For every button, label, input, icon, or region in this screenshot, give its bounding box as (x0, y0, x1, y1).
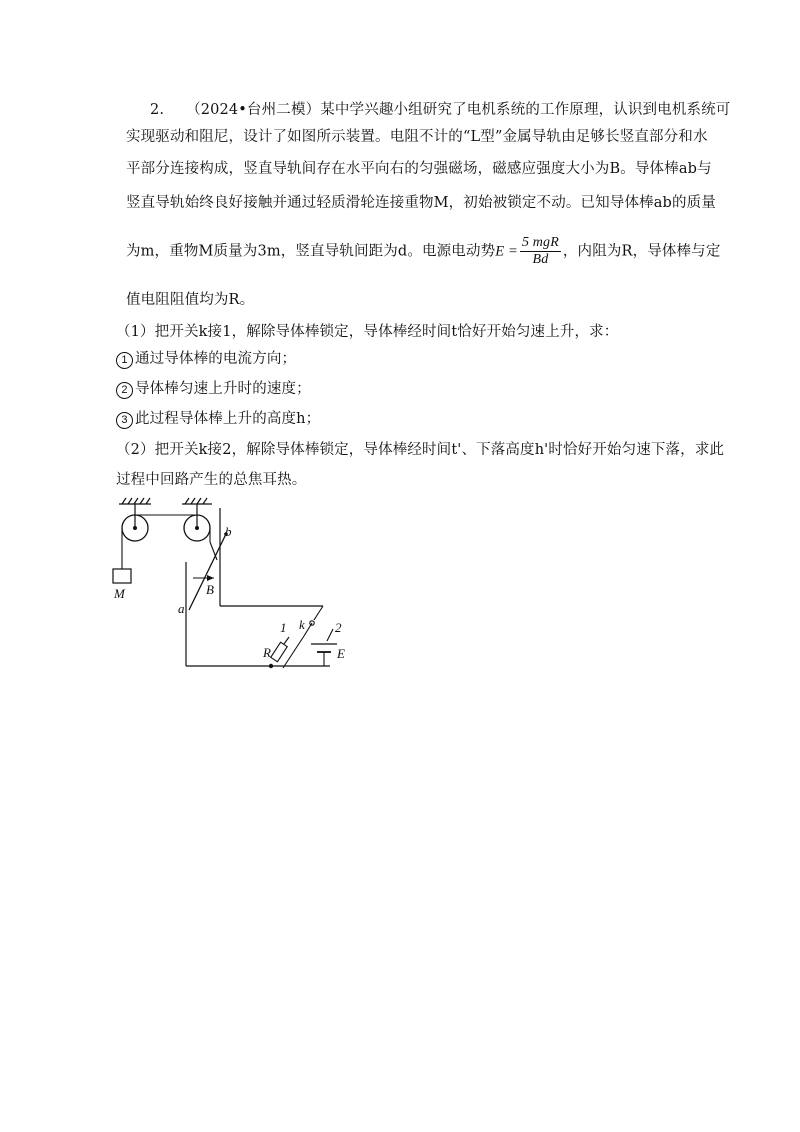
label-M: M (114, 586, 125, 601)
label-b: b (225, 524, 232, 539)
emf-symbol: E = (495, 243, 518, 260)
part1-item-2-text: 导体棒匀速上升时的速度； (135, 381, 311, 397)
resistor-wire-upper (284, 637, 289, 644)
resistor-R (271, 642, 288, 661)
pulley-left-axle (133, 526, 137, 530)
field-arrow-head (207, 575, 214, 581)
label-a: a (178, 601, 185, 616)
problem-line-2: 实现驱动和阻尼，设计了如图所示装置。电阻不计的“L型”金属导轨由足够长竖直部分和水 (126, 129, 708, 145)
junction-dot (269, 664, 273, 668)
label-R: R (263, 645, 271, 660)
part1-item-3-text: 此过程导体棒上升的高度h； (135, 411, 321, 427)
circled-number-1: 1 (116, 352, 133, 369)
part2-question-line-1: （2）把开关k接2，解除导体棒锁定，导体棒经时间t'、下落高度h'时恰好开始匀速下落，求此 (116, 442, 725, 458)
label-2: 2 (335, 620, 342, 635)
circled-number-2: 2 (116, 382, 133, 399)
part1-item-1 (116, 349, 706, 369)
problem-line-6: 值电阻阻值均为R。 (126, 292, 255, 308)
weight-block-M (113, 569, 131, 583)
label-1: 1 (280, 620, 287, 635)
part2-question-line-2: 过程中回路产生的总焦耳热。 (116, 472, 307, 488)
problem-line-4: 竖直导轨始终良好接触并通过轻质滑轮连接重物M，初始被锁定不动。已知导体棒ab的质量 (126, 195, 716, 211)
battery-wire (327, 629, 333, 641)
part1-item-1-text: 通过导体棒的电流方向； (135, 351, 297, 367)
problem-number: 2. (150, 102, 165, 118)
problem-text-5b: ，内阻为R，导体棒与定 (562, 243, 721, 260)
ceiling-right (182, 498, 212, 528)
problem-line-1 (150, 100, 740, 120)
rope (122, 515, 217, 569)
problem-line-3: 平部分连接构成，竖直导轨间存在水平向右的匀强磁场，磁感应强度大小为B。导体棒ab与 (126, 161, 712, 177)
circled-number-3: 3 (116, 412, 133, 429)
part1-item-2 (116, 379, 706, 399)
emf-fraction (520, 235, 561, 268)
label-B: B (206, 582, 214, 597)
emf-numerator: 5 mgR (521, 235, 559, 250)
label-E: E (337, 646, 345, 661)
pulley-right-axle (195, 526, 199, 530)
label-k: k (299, 617, 305, 632)
problem-line-5 (126, 235, 721, 268)
part1-item-3 (116, 409, 706, 429)
ceiling-left (119, 498, 151, 528)
problem-text-1: （2024•台州二模）某中学兴趣小组研究了电机系统的工作原理，认识到电机系统可 (186, 102, 731, 118)
apparatus-diagram (105, 492, 365, 682)
problem-text-5a: 为m，重物M质量为3m，竖直导轨间距为d。电源电动势 (126, 243, 496, 260)
emf-denominator: Bd (532, 252, 549, 267)
part1-question: （1）把开关k接1，解除导体棒锁定，导体棒经时间t恰好开始匀速上升，求： (116, 324, 619, 340)
